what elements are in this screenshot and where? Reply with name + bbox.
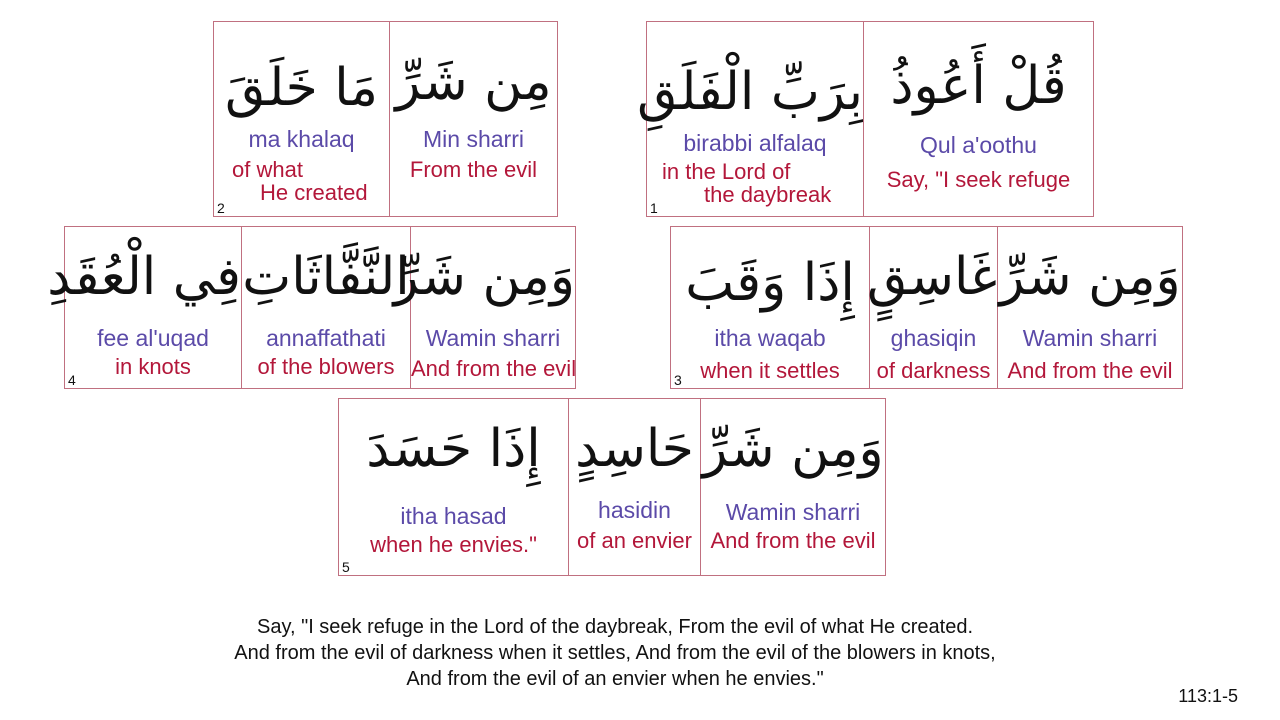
arabic-word: وَمِن شَرِّ [393,247,575,307]
verse-block-5 [338,398,886,576]
transliteration: fee al'uqad [97,325,209,351]
verse-block-3 [670,226,1183,389]
word-cell-itha-hasad [339,399,568,575]
meaning [411,357,575,380]
word-cell-fee-aluqad [47,227,241,388]
translation-line: Say, "I seek refuge in the Lord of the daybreak, From the evil of what He created. [257,616,973,638]
word-cell-wamin-sharri [700,399,885,575]
arabic-word: غَاسِقٍ [867,247,997,307]
transliteration: itha hasad [400,503,507,529]
meaning-line-1: when it settles [700,358,840,383]
arabic-word: بِرَبِّ الْفَلَقِ [637,62,863,122]
transliteration: birabbi alfalaq [683,130,827,156]
verse-number: 2 [217,200,225,216]
meaning [864,168,1093,191]
arabic-word: فِي الْعُقَدِ [47,247,241,307]
meaning-line-2: He created [260,180,368,206]
meaning-line-1: From the evil [409,157,538,182]
verse-block-4 [47,226,577,389]
transliteration: ma khalaq [248,126,355,152]
arabic-word: قُلْ أَعُوذُ [890,56,1067,116]
meaning-line-1: And from the evil [1007,358,1173,383]
arabic-word: وَمِن شَرِّ [999,247,1181,307]
verse-number: 3 [674,372,682,388]
translation-line: And from the evil of darkness when it settles, And from the evil of the blowers in knots, [234,642,996,664]
transliteration: Min sharri [423,126,524,152]
transliteration: annaffathati [266,325,386,351]
meaning-line-1: in the Lord of [662,159,791,184]
meaning-line-1: And from the evil [411,356,577,381]
arabic-word: مَا خَلَقَ [225,58,378,118]
meaning [647,160,863,206]
transliteration: Wamin sharri [1022,325,1158,351]
meaning [701,529,885,552]
verse-reference: 113:1-5 [1178,686,1238,706]
meaning [339,533,568,556]
meaning-line-1: when he envies." [370,532,537,557]
verse-block-1 [637,21,1094,217]
meaning [242,355,410,378]
word-cell-birabbi-alfalaq [637,22,863,216]
word-cell-hasidin [568,399,700,575]
meaning [390,158,557,181]
meaning-line-1: in knots [115,354,191,379]
meaning [870,359,997,382]
word-cell-ghasiqin [869,227,997,388]
transliteration: Wamin sharri [425,325,561,351]
meaning-line-2: the daybreak [704,182,832,208]
meaning-line-1: of the blowers [257,354,395,379]
word-cell-qul-aoothu [863,22,1093,216]
verse-number: 4 [68,372,76,388]
transliteration: hasidin [598,497,671,523]
meaning-line-1: Say, "I seek refuge [886,167,1071,192]
transliteration: Wamin sharri [725,499,861,525]
verse-block-2 [213,21,558,217]
arabic-word: وَمِن شَرِّ [702,419,884,479]
meaning [65,355,241,378]
arabic-word: حَاسِدٍ [575,419,694,479]
word-cell-ma-khalaq [214,22,389,216]
word-cell-itha-waqab [671,227,869,388]
arabic-word: إِذَا حَسَدَ [366,419,541,479]
word-cell-annaffathati [241,227,410,388]
meaning-line-1: of what [232,157,303,182]
verse-number: 5 [342,559,350,575]
meaning [569,529,700,552]
arabic-word: مِن شَرِّ [395,52,552,112]
word-cell-wamin-sharri [997,227,1182,388]
meaning-line-1: And from the evil [710,528,876,553]
arabic-word: إِذَا وَقَبَ [685,253,855,313]
transliteration: Qul a'oothu [920,132,1037,158]
translation-line: And from the evil of an envier when he envies." [406,668,824,690]
full-translation [200,614,1030,692]
transliteration: itha waqab [714,325,826,351]
word-cell-min-sharri [389,22,557,216]
meaning [998,359,1182,382]
meaning-line-1: of an envier [577,528,692,553]
word-cell-wamin-sharri [393,227,577,388]
transliteration: ghasiqin [890,325,977,351]
verse-number: 1 [650,200,658,216]
arabic-word: النَّفَّاثَاتِ [242,247,410,307]
meaning [671,359,869,382]
meaning-line-1: of darkness [876,358,991,383]
meaning [214,158,389,204]
